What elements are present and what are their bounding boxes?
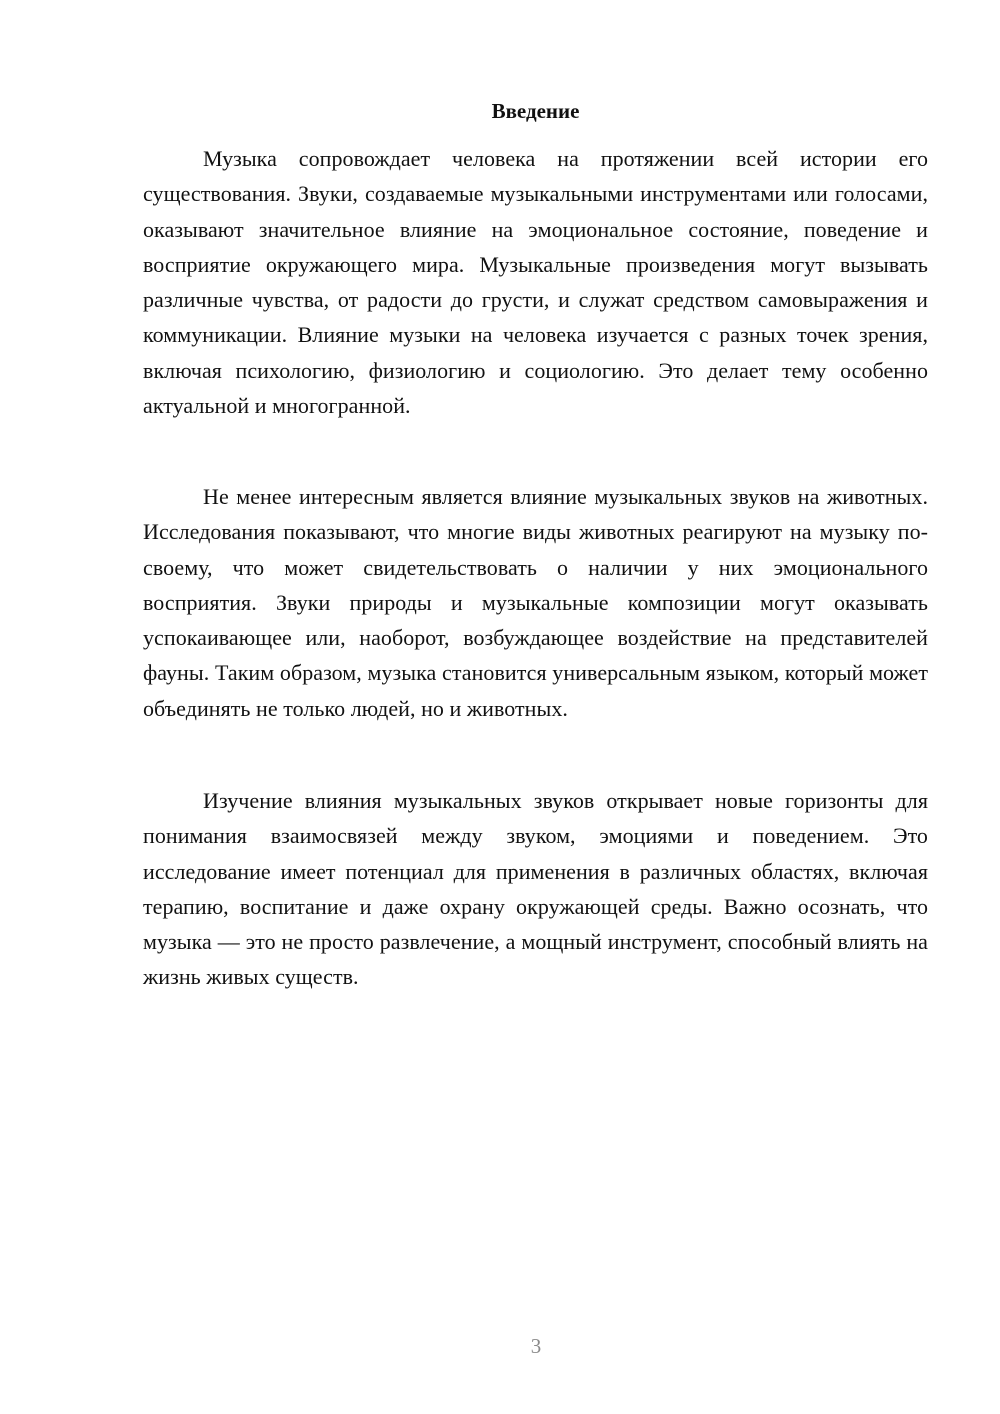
paragraph-animals [143, 479, 928, 726]
paragraph-text: Не менее интересным является влияние музыкальных звуков на животных. Исследования показывают, что многие виды животных реагируют на музыку по-своему, что может свидетельствовать о наличии у них эмоционального восприятия. Звуки природы и музыкальные композиции могут оказывать успокаивающее или, наоборот, возбуждающее воздействие на представителей фауны. Таким образом, музыка становится универсальным языком, который может объединять не только людей, но и животных. [143, 484, 928, 721]
paragraph-text: Музыка сопровождает человека на протяжении всей истории его существования. Звуки, создаваемые музыкальными инструментами или голосами, оказывают значительное влияние на эмоциональное состояние, поведение и восприятие окружающего мира. Музыкальные произведения могут вызывать различные чувства, от радости до грусти, и служат средством самовыражения и коммуникации. Влияние музыки на человека изучается с разных точек зрения, включая психологию, физиологию и социологию. Это делает тему особенно актуальной и многогранной. [143, 146, 928, 419]
paragraph-text: Изучение влияния музыкальных звуков открывает новые горизонты для понимания взаимосвязей между звуком, эмоциями и поведением. Это исследование имеет потенциал для применения в различных областях, включая терапию, воспитание и даже охрану окружающей среды. Важно осознать, что музыка — это не просто развлечение, а мощный инструмент, способный влиять на жизнь живых существ. [143, 788, 928, 990]
page-number: 3 [530, 1334, 542, 1358]
section-title: Введение [491, 99, 580, 123]
paragraph-intro [143, 141, 928, 423]
paragraph-conclusion [143, 783, 928, 995]
